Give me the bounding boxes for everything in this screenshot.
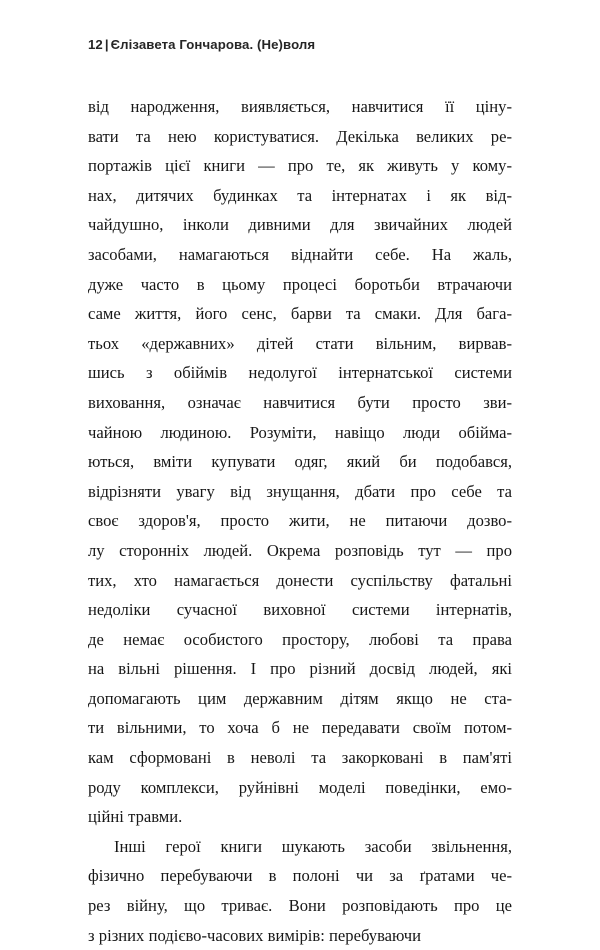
text-line: своє здоров'я, просто жити, не питаючи дозво- — [88, 511, 512, 531]
text-line: відрізняти увагу від знущання, дбати про себе та — [88, 481, 512, 501]
text-line: нах, дитячих будинках та інтернатах і як від- — [88, 185, 512, 205]
paragraph — [88, 92, 512, 832]
text-line: саме життя, його сенс, барви та смаки. Для бага- — [88, 304, 512, 324]
text-line: ються, вміти купувати одяг, який би подобався, — [88, 452, 512, 472]
text-line: ційні травми. — [88, 807, 183, 827]
text-line: недоліки сучасної виховної системи інтернатів, — [88, 600, 512, 620]
text-line: ти вільними, то хоча б не передавати своїм потом- — [88, 718, 512, 738]
text-line: портажів цієї книги — про те, як живуть у кому- — [88, 156, 512, 176]
text-line: лу сторонніх людей. Окрема розповідь тут — про — [88, 540, 512, 560]
text-line: де немає особистого простору, любові та права — [88, 629, 512, 649]
text-line: дуже часто в цьому процесі боротьби втрачаючи — [88, 274, 512, 294]
text-line: засобами, намагаються віднайти себе. На жаль, — [88, 244, 512, 264]
paragraph-list — [88, 92, 512, 950]
text-line: Інші герої книги шукають засоби звільнення, — [114, 836, 512, 856]
text-line: шись з обіймів недолугої інтернатської системи — [88, 363, 512, 383]
running-header — [88, 36, 518, 54]
text-line: рез війну, що триває. Вони розповідають про це — [88, 896, 512, 916]
text-line: кам сформовані в неволі та закорковані в пам'яті — [88, 748, 512, 768]
text-line: роду комплекси, руйнівні моделі поведінки, емо- — [88, 777, 512, 797]
text-line: фізично перебуваючи в полоні чи за ґратами че- — [88, 866, 512, 886]
paragraph — [88, 832, 512, 950]
text-line: тьох «державних» дітей стати вільним, вирвав- — [88, 333, 512, 353]
text-line: від народження, виявляється, навчитися її ціну- — [88, 97, 512, 116]
body-text-column — [88, 92, 512, 950]
header-separator: | — [104, 37, 109, 52]
text-line: виховання, означає навчитися бути просто зви- — [88, 392, 512, 412]
text-line: на вільні рішення. І про різний досвід людей, які — [88, 659, 512, 679]
text-line: допомагають цим державним дітям якщо не ста- — [88, 688, 512, 708]
page-number: 12 — [88, 37, 103, 52]
text-line: з різних подієво-часових вимірів: перебуваючи — [88, 925, 422, 945]
text-line: тих, хто намагається донести суспільству фатальні — [88, 570, 512, 590]
text-line: чайдушно, інколи дивними для звичайних людей — [88, 215, 512, 235]
text-line: вати та нею користуватися. Декілька великих ре- — [88, 126, 512, 146]
running-title: Єлізавета Гончарова. (Не)воля — [110, 37, 316, 52]
text-line: чайною людиною. Розуміти, навіщо люди обійма- — [88, 422, 512, 442]
